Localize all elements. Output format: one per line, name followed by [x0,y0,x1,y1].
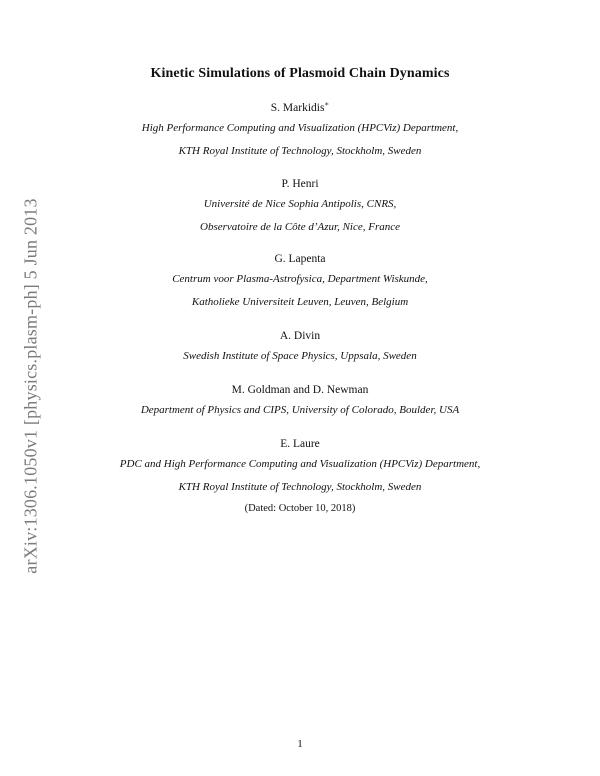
author-name: G. Lapenta [274,253,326,265]
author-block-divin [0,327,600,368]
author-affiliation: KTH Royal Institute of Technology, Stockholm, Sweden [178,145,422,157]
author-affiliation: PDC and High Performance Computing and Visualization (HPCViz) Department, [119,458,481,470]
arxiv-stamp: arXiv:1306.1050v1 [physics.plasm-ph] 5 Jun 2013 [20,198,41,574]
author-affiliation: Centrum voor Plasma-Astrofysica, Department Wiskunde, [172,273,428,285]
author-block-henri [0,175,600,239]
dated-line: (Dated: October 10, 2018) [244,503,356,514]
paper-title: Kinetic Simulations of Plasmoid Chain Dynamics [150,66,450,81]
author-name: A. Divin [279,330,321,342]
author-affiliation: Observatoire de la Côte d’Azur, Nice, France [200,221,400,233]
author-block-goldman-newman [0,381,600,422]
author-block-markidis [0,99,600,163]
author-name: M. Goldman and D. Newman [231,384,369,396]
author-name: E. Laure [280,438,320,450]
author-block-laure [0,435,600,499]
page-number: 1 [297,738,303,750]
author-affiliation: Department of Physics and CIPS, University of Colorado, Boulder, USA [140,404,460,416]
author-affiliation: Université de Nice Sophia Antipolis, CNRS, [203,198,397,210]
author-affiliation: High Performance Computing and Visualization (HPCViz) Department, [141,122,459,134]
author-name: S. Markidis∗ [270,100,330,114]
author-affiliation: Swedish Institute of Space Physics, Uppsala, Sweden [183,350,417,362]
corresponding-author-mark: ∗ [324,100,330,109]
author-affiliation: KTH Royal Institute of Technology, Stockholm, Sweden [178,481,422,493]
author-affiliation: Katholieke Universiteit Leuven, Leuven, Belgium [191,296,409,308]
author-name: P. Henri [281,178,319,190]
author-block-lapenta [0,250,600,314]
